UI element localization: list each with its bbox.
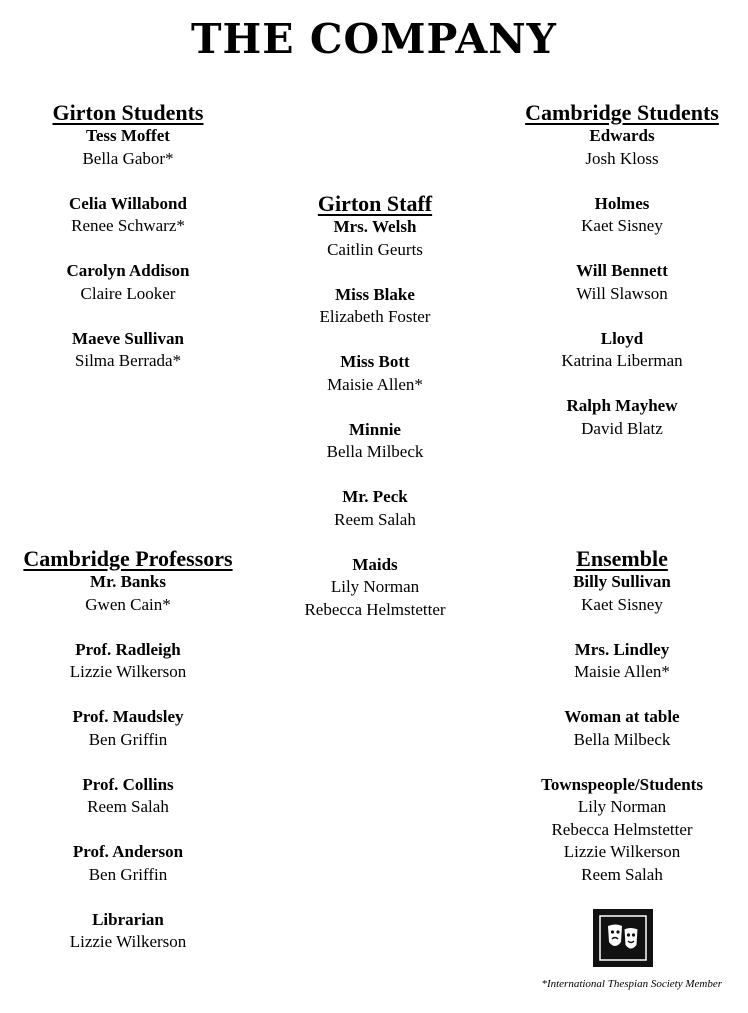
actor-name: Reem Salah xyxy=(334,509,416,529)
actor-name: Lizzie Wilkerson xyxy=(69,662,187,681)
cast-entry xyxy=(492,639,748,684)
actor-name: David Blatz xyxy=(581,418,663,438)
role-name: Maeve Sullivan xyxy=(72,328,184,348)
cast-entry xyxy=(0,193,258,238)
actor-name: Kaet Sisney xyxy=(581,594,663,614)
thespian-masks-icon xyxy=(593,909,653,967)
cast-entry xyxy=(492,260,748,305)
section-heading: Cambridge Students xyxy=(525,100,719,125)
section-cambridge-students xyxy=(492,101,748,463)
cast-entry xyxy=(0,909,258,954)
role-name: Miss Bott xyxy=(340,352,410,371)
page-title: THE COMPANY xyxy=(191,15,557,63)
actor-name: Bella Gabor* xyxy=(82,148,174,168)
actor-name: Bella Milbeck xyxy=(573,729,671,749)
actor-name: Ben Griffin xyxy=(88,729,168,749)
cast-entry xyxy=(0,639,258,684)
actor-name: Reem Salah xyxy=(87,797,169,816)
cast-entry xyxy=(492,706,748,751)
actor-name: Lily Norman xyxy=(330,577,420,596)
actor-name: Rebecca Helmstetter xyxy=(551,819,693,839)
cast-entry xyxy=(0,774,258,819)
actor-name: Ben Griffin xyxy=(88,864,168,884)
role-name: Celia Willabond xyxy=(69,193,187,213)
role-name: Librarian xyxy=(92,909,164,929)
section-heading: Girton Staff xyxy=(317,191,433,216)
actor-name: Lizzie Wilkerson xyxy=(69,932,187,951)
section-girton-staff xyxy=(245,192,505,644)
cast-entry xyxy=(245,419,505,464)
cast-entry xyxy=(0,706,258,751)
role-name: Mr. Banks xyxy=(90,572,166,591)
role-name: Prof. Collins xyxy=(82,774,174,794)
actor-name: Renee Schwarz* xyxy=(71,216,185,235)
cast-entry xyxy=(0,125,258,170)
footnote: *International Thespian Society Member xyxy=(541,978,722,990)
actor-name: Rebecca Helmstetter xyxy=(304,599,446,619)
actor-name: Caitlin Geurts xyxy=(327,239,423,259)
actor-name: Will Slawson xyxy=(576,283,668,303)
role-name: Prof. Radleigh xyxy=(75,639,181,659)
role-name: Billy Sullivan xyxy=(573,572,671,591)
cast-entry xyxy=(492,774,748,887)
section-girton-students xyxy=(0,101,258,395)
section-heading: Ensemble xyxy=(576,546,668,571)
cast-entry xyxy=(492,328,748,373)
cast-entry xyxy=(0,571,258,616)
actor-name: Josh Kloss xyxy=(585,148,659,168)
section-cambridge-professors xyxy=(0,547,258,976)
actor-name: Kaet Sisney xyxy=(581,216,663,235)
actor-name: Maisie Allen* xyxy=(574,662,670,681)
actor-name: Lizzie Wilkerson xyxy=(563,842,681,861)
cast-entry xyxy=(245,486,505,531)
actor-name: Claire Looker xyxy=(80,283,176,303)
cast-entry xyxy=(245,216,505,261)
role-name: Prof. Maudsley xyxy=(72,707,184,726)
role-name: Mrs. Lindley xyxy=(574,639,670,659)
cast-entry xyxy=(492,395,748,440)
actor-name: Silma Berrada* xyxy=(74,351,182,370)
role-name: Ralph Mayhew xyxy=(566,396,678,415)
cast-entry xyxy=(0,328,258,373)
cast-entry xyxy=(492,193,748,238)
actor-name: Bella Milbeck xyxy=(326,442,424,461)
role-name: Minnie xyxy=(349,419,401,439)
actor-name: Elizabeth Foster xyxy=(319,307,431,326)
role-name: Maids xyxy=(352,554,398,574)
section-heading: Girton Students xyxy=(52,100,204,125)
role-name: Edwards xyxy=(589,126,655,145)
section-heading: Cambridge Professors xyxy=(23,546,233,571)
thespian-masks-icon xyxy=(598,914,648,962)
cast-entry xyxy=(245,351,505,396)
cast-entry xyxy=(245,554,505,622)
actor-name: Gwen Cain* xyxy=(85,594,171,614)
role-name: Lloyd xyxy=(600,328,644,348)
role-name: Mr. Peck xyxy=(342,487,408,506)
cast-entry xyxy=(492,125,748,170)
cast-entry xyxy=(0,260,258,305)
role-name: Holmes xyxy=(594,193,650,213)
actor-name: Lily Norman xyxy=(577,797,667,816)
cast-entry xyxy=(492,571,748,616)
actor-name: Katrina Liberman xyxy=(561,351,683,370)
role-name: Carolyn Addison xyxy=(66,261,190,280)
role-name: Miss Blake xyxy=(335,284,415,304)
role-name: Mrs. Welsh xyxy=(333,217,417,236)
role-name: Tess Moffet xyxy=(86,126,170,145)
role-name: Townspeople/Students xyxy=(541,774,703,794)
cast-entry xyxy=(0,841,258,886)
role-name: Will Bennett xyxy=(576,261,668,280)
cast-entry xyxy=(245,284,505,329)
actor-name: Maisie Allen* xyxy=(327,374,423,394)
role-name: Prof. Anderson xyxy=(72,842,184,861)
section-ensemble xyxy=(492,547,748,909)
role-name: Woman at table xyxy=(564,707,680,726)
actor-name: Reem Salah xyxy=(581,864,663,884)
